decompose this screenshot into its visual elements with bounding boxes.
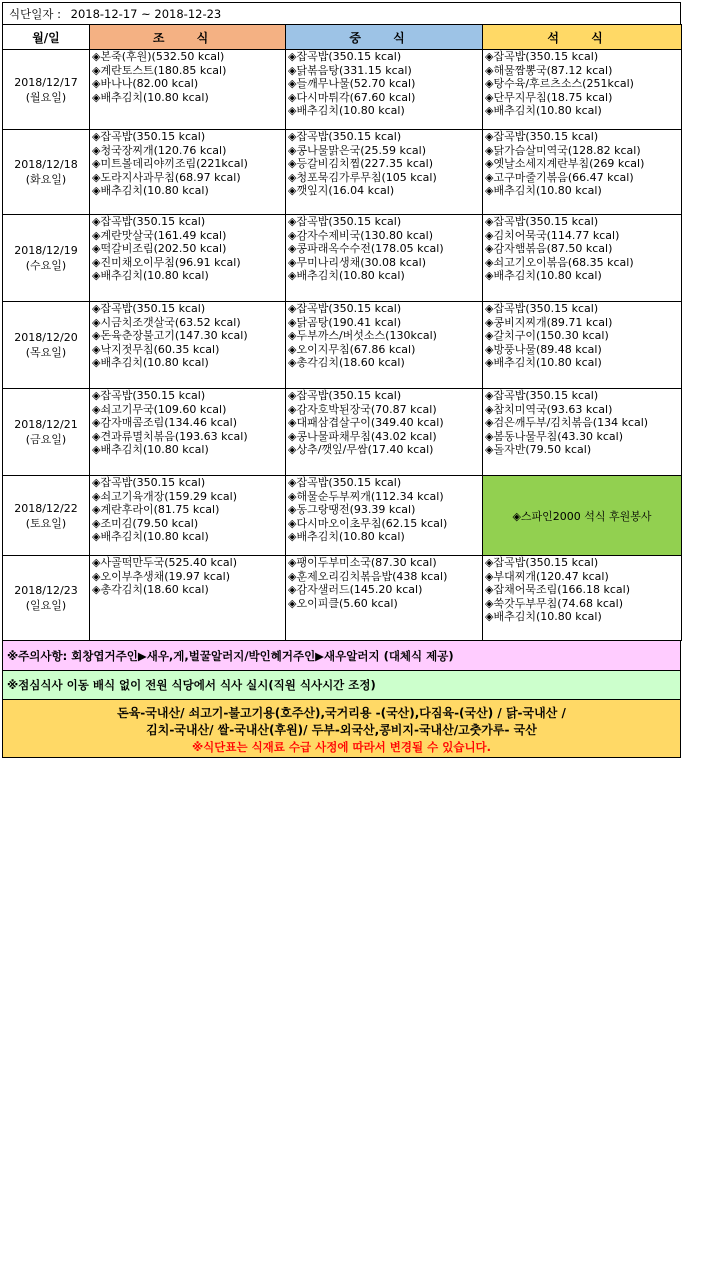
lunch-menu-cell: [286, 302, 483, 389]
lunch-menu-cell: [286, 215, 483, 302]
day-date-cell: [3, 50, 90, 130]
menu-item: ◈잡곡밥(350.15 kcal): [288, 50, 402, 63]
menu-item: ◈배추김치(10.80 kcal): [92, 184, 209, 198]
day-weekday: (월요일): [25, 90, 67, 104]
day-date: 2018/12/23: [14, 584, 78, 597]
menu-item: ◈콩비지찌개(89.71 kcal): [485, 315, 613, 329]
breakfast-menu-cell: [90, 50, 286, 130]
menu-item: ◈들깨무나물(52.70 kcal): [288, 77, 416, 91]
breakfast-menu-cell: [90, 389, 286, 476]
menu-item: ◈등갈비김치찜(227.35 kcal): [288, 157, 433, 171]
change-warning: ※식단표는 식재료 수급 사정에 따라서 변경될 수 있습니다.: [191, 740, 492, 754]
menu-item: ◈콩나물파채무침(43.02 kcal): [288, 429, 437, 443]
dinner-special-cell: ◈스파인2000 석식 후원봉사: [483, 476, 682, 556]
period-header: [2, 2, 681, 24]
menu-item: ◈잡곡밥(350.15 kcal): [288, 130, 402, 143]
menu-item: ◈감자호박된장국(70.87 kcal): [288, 402, 437, 416]
menu-item: ◈잡곡밥(350.15 kcal): [288, 215, 402, 228]
menu-item: ◈단무지무침(18.75 kcal): [485, 90, 613, 104]
menu-item: ◈시금치조갯살국(63.52 kcal): [92, 315, 241, 329]
menu-item: ◈갈치구이(150.30 kcal): [485, 329, 609, 343]
menu-item: ◈방풍나물(89.48 kcal): [485, 342, 602, 356]
menu-item: ◈배추김치(10.80 kcal): [485, 356, 602, 370]
lunch-menu-cell: [286, 476, 483, 556]
menu-item: ◈오이부추생채(19.97 kcal): [92, 569, 231, 583]
menu-item: ◈잡곡밥(350.15 kcal): [288, 389, 402, 402]
menu-item: ◈상추/깻잎/무쌈(17.40 kcal): [288, 443, 434, 457]
period-value: 2018-12-17 ~ 2018-12-23: [70, 7, 222, 21]
menu-item: ◈잡곡밥(350.15 kcal): [485, 556, 599, 569]
day-weekday: (일요일): [25, 599, 67, 612]
breakfast-menu-cell: [90, 302, 286, 389]
menu-item: ◈총각김치(18.60 kcal): [288, 356, 405, 370]
menu-item: ◈김치어묵국(114.77 kcal): [485, 228, 620, 242]
menu-item: ◈다시마오이초무침(62.15 kcal): [288, 516, 448, 530]
menu-item: ◈배추김치(10.80 kcal): [288, 530, 405, 544]
lunch-menu-cell: [286, 389, 483, 476]
menu-item: ◈대패삼겹살구이(349.40 kcal): [288, 416, 444, 430]
day-date-cell: [3, 215, 90, 302]
menu-item: ◈쇠고기오이볶음(68.35 kcal): [485, 255, 634, 269]
day-date: 2018/12/18: [14, 158, 78, 171]
menu-item: ◈잡곡밥(350.15 kcal): [92, 215, 206, 228]
menu-item: ◈잡곡밥(350.15 kcal): [485, 130, 599, 143]
column-lunch: 중 식: [286, 25, 483, 50]
origin-info: [2, 700, 681, 758]
day-weekday: (금요일): [25, 433, 67, 446]
menu-item: ◈훈제오리김치볶음밥(438 kcal): [288, 569, 448, 583]
menu-item: ◈잡곡밥(350.15 kcal): [485, 50, 599, 63]
dinner-menu-cell: [483, 556, 682, 641]
menu-item: ◈계란후라이(81.75 kcal): [92, 503, 220, 517]
day-row: [3, 476, 682, 556]
menu-item: ◈도라지사과무침(68.97 kcal): [92, 170, 241, 184]
menu-item: ◈해물순두부찌개(112.34 kcal): [288, 489, 444, 503]
day-date: 2018/12/21: [14, 418, 78, 431]
menu-item: ◈감자매콤조림(134.46 kcal): [92, 416, 237, 430]
column-header-row: [3, 25, 682, 50]
menu-item: ◈돈육춘장불고기(147.30 kcal): [92, 329, 248, 343]
menu-item: ◈배추김치(10.80 kcal): [485, 104, 602, 118]
day-date: 2018/12/20: [14, 331, 78, 344]
menu-item: ◈배추김치(10.80 kcal): [92, 530, 209, 544]
menu-item: ◈잡곡밥(350.15 kcal): [92, 130, 206, 143]
origin-line-1: 돈육-국내산/ 쇠고기-불고기용(호주산),국거리용 -(국산),다짐육-(국산) / 닭-국내산 /: [117, 706, 566, 720]
day-date-cell: [3, 476, 90, 556]
day-row: [3, 302, 682, 389]
menu-item: ◈검은깨두부/김치볶음(134 kcal): [485, 416, 649, 430]
dinner-menu-cell: [483, 302, 682, 389]
column-breakfast: 조 식: [90, 25, 286, 50]
day-date: 2018/12/22: [14, 501, 78, 515]
menu-item: ◈팽이두부미소국(87.30 kcal): [288, 556, 437, 569]
lunch-menu-cell: [286, 556, 483, 641]
menu-item: ◈잡곡밥(350.15 kcal): [288, 476, 402, 489]
menu-item: ◈콩나물맑은국(25.59 kcal): [288, 143, 427, 157]
day-date: 2018/12/17: [14, 75, 78, 89]
menu-item: ◈청포묵김가루무침(105 kcal): [288, 170, 437, 184]
dinner-menu-cell: [483, 389, 682, 476]
menu-item: ◈잡곡밥(350.15 kcal): [92, 302, 206, 315]
day-row: [3, 389, 682, 476]
menu-item: ◈쇠고기무국(109.60 kcal): [92, 402, 227, 416]
day-row: [3, 556, 682, 641]
caution-note: ※주의사항: 회창엽거주인▶새우,게,벌꿀알러지/박인혜거주인▶새우알러지 (대체식 제공): [2, 641, 681, 671]
breakfast-menu-cell: [90, 130, 286, 215]
menu-item: ◈총각김치(18.60 kcal): [92, 583, 209, 597]
breakfast-menu-cell: [90, 215, 286, 302]
menu-item: ◈진미채오이무침(96.91 kcal): [92, 255, 241, 269]
lunch-menu-cell: [286, 130, 483, 215]
menu-item: ◈배추김치(10.80 kcal): [485, 269, 602, 283]
day-date-cell: [3, 389, 90, 476]
menu-item: ◈사골떡만두국(525.40 kcal): [92, 556, 237, 569]
menu-item: ◈참치미역국(93.63 kcal): [485, 402, 613, 416]
menu-sheet: [2, 2, 681, 758]
menu-item: ◈봄동나물무침(43.30 kcal): [485, 429, 624, 443]
menu-item: ◈잡곡밥(350.15 kcal): [92, 389, 206, 402]
day-date-cell: [3, 556, 90, 641]
menu-item: ◈깻잎지(16.04 kcal): [288, 184, 395, 198]
menu-item: ◈배추김치(10.80 kcal): [485, 184, 602, 198]
menu-item: ◈다시마튀각(67.60 kcal): [288, 90, 416, 104]
breakfast-menu-cell: [90, 556, 286, 641]
menu-item: ◈고구마줄기볶음(66.47 kcal): [485, 170, 634, 184]
day-row: [3, 215, 682, 302]
menu-item: ◈청국장찌개(120.76 kcal): [92, 143, 227, 157]
menu-item: ◈잡곡밥(350.15 kcal): [485, 215, 599, 228]
menu-item: ◈계란토스트(180.85 kcal): [92, 63, 227, 77]
dinner-menu-cell: [483, 130, 682, 215]
menu-item: ◈닭볶음탕(331.15 kcal): [288, 63, 412, 77]
menu-item: ◈동그랑땡전(93.39 kcal): [288, 503, 416, 517]
day-date-cell: [3, 302, 90, 389]
menu-item: ◈닭곰탕(190.41 kcal): [288, 315, 402, 329]
menu-item: ◈배추김치(10.80 kcal): [92, 356, 209, 370]
menu-item: ◈부대찌개(120.47 kcal): [485, 569, 609, 583]
menu-item: ◈배추김치(10.80 kcal): [92, 443, 209, 457]
menu-item: ◈배추김치(10.80 kcal): [288, 104, 405, 118]
menu-item: ◈배추김치(10.80 kcal): [288, 269, 405, 283]
menu-item: ◈떡갈비조림(202.50 kcal): [92, 242, 227, 256]
day-row: [3, 130, 682, 215]
breakfast-menu-cell: [90, 476, 286, 556]
menu-item: ◈잡곡밥(350.15 kcal): [92, 476, 206, 489]
menu-item: ◈견과류멸치볶음(193.63 kcal): [92, 429, 248, 443]
menu-item: ◈감자샐러드(145.20 kcal): [288, 583, 423, 597]
day-weekday: (화요일): [25, 173, 67, 186]
period-label: 식단일자 :: [9, 7, 61, 21]
menu-item: ◈계란맛살국(161.49 kcal): [92, 228, 227, 242]
menu-item: ◈잡곡밥(350.15 kcal): [485, 302, 599, 315]
column-date: 월/일: [3, 25, 90, 50]
menu-item: ◈미트볼데리야끼조림(221kcal): [92, 157, 248, 171]
origin-line-2: 김치-국내산/ 쌀-국내산(후원)/ 두부-외국산,콩비지-국내산/고춧가루- 국산: [146, 723, 537, 737]
menu-item: ◈낙지젓무침(60.35 kcal): [92, 342, 220, 356]
menu-table: [2, 24, 682, 641]
menu-item: ◈해물짬뽕국(87.12 kcal): [485, 63, 613, 77]
menu-item: ◈잡채어묵조림(166.18 kcal): [485, 583, 630, 597]
menu-item: ◈잡곡밥(350.15 kcal): [288, 302, 402, 315]
menu-item: ◈쑥갓두부무침(74.68 kcal): [485, 596, 624, 610]
day-weekday: (목요일): [25, 346, 67, 359]
menu-item: ◈무미나리생채(30.08 kcal): [288, 255, 427, 269]
menu-item: ◈배추김치(10.80 kcal): [92, 269, 209, 283]
dinner-menu-cell: [483, 215, 682, 302]
column-dinner: 석 식: [483, 25, 682, 50]
day-weekday: (수요일): [25, 259, 67, 272]
day-row: [3, 50, 682, 130]
menu-item: ◈오이지무침(67.86 kcal): [288, 342, 416, 356]
menu-item: ◈배추김치(10.80 kcal): [92, 90, 209, 104]
menu-item: ◈닭가슴살미역국(128.82 kcal): [485, 143, 641, 157]
menu-item: ◈본죽(후원)(532.50 kcal): [92, 50, 225, 63]
menu-item: ◈탕수육/후르츠소스(251kcal): [485, 77, 634, 91]
menu-item: ◈배추김치(10.80 kcal): [485, 610, 602, 624]
menu-item: ◈쇠고기육개장(159.29 kcal): [92, 489, 237, 503]
menu-item: ◈돌자반(79.50 kcal): [485, 443, 592, 457]
dinner-menu-cell: [483, 50, 682, 130]
menu-item: ◈잡곡밥(350.15 kcal): [485, 389, 599, 402]
day-date-cell: [3, 130, 90, 215]
menu-item: ◈오이피클(5.60 kcal): [288, 596, 398, 610]
menu-item: ◈바나나(82.00 kcal): [92, 77, 199, 91]
lunch-menu-cell: [286, 50, 483, 130]
menu-item: ◈옛날소세지계란부침(269 kcal): [485, 157, 645, 171]
lunch-notice: ※점심식사 이동 배식 없이 전원 식당에서 식사 실시(직원 식사시간 조정): [2, 671, 681, 700]
menu-item: ◈두부까스/버섯소스(130kcal): [288, 329, 437, 343]
menu-item: ◈감자햄볶음(87.50 kcal): [485, 242, 613, 256]
day-date: 2018/12/19: [14, 244, 78, 257]
menu-item: ◈조미김(79.50 kcal): [92, 516, 199, 530]
menu-item: ◈콩파래옥수수전(178.05 kcal): [288, 242, 444, 256]
day-weekday: (토요일): [25, 516, 67, 530]
menu-item: ◈감자수제비국(130.80 kcal): [288, 228, 433, 242]
